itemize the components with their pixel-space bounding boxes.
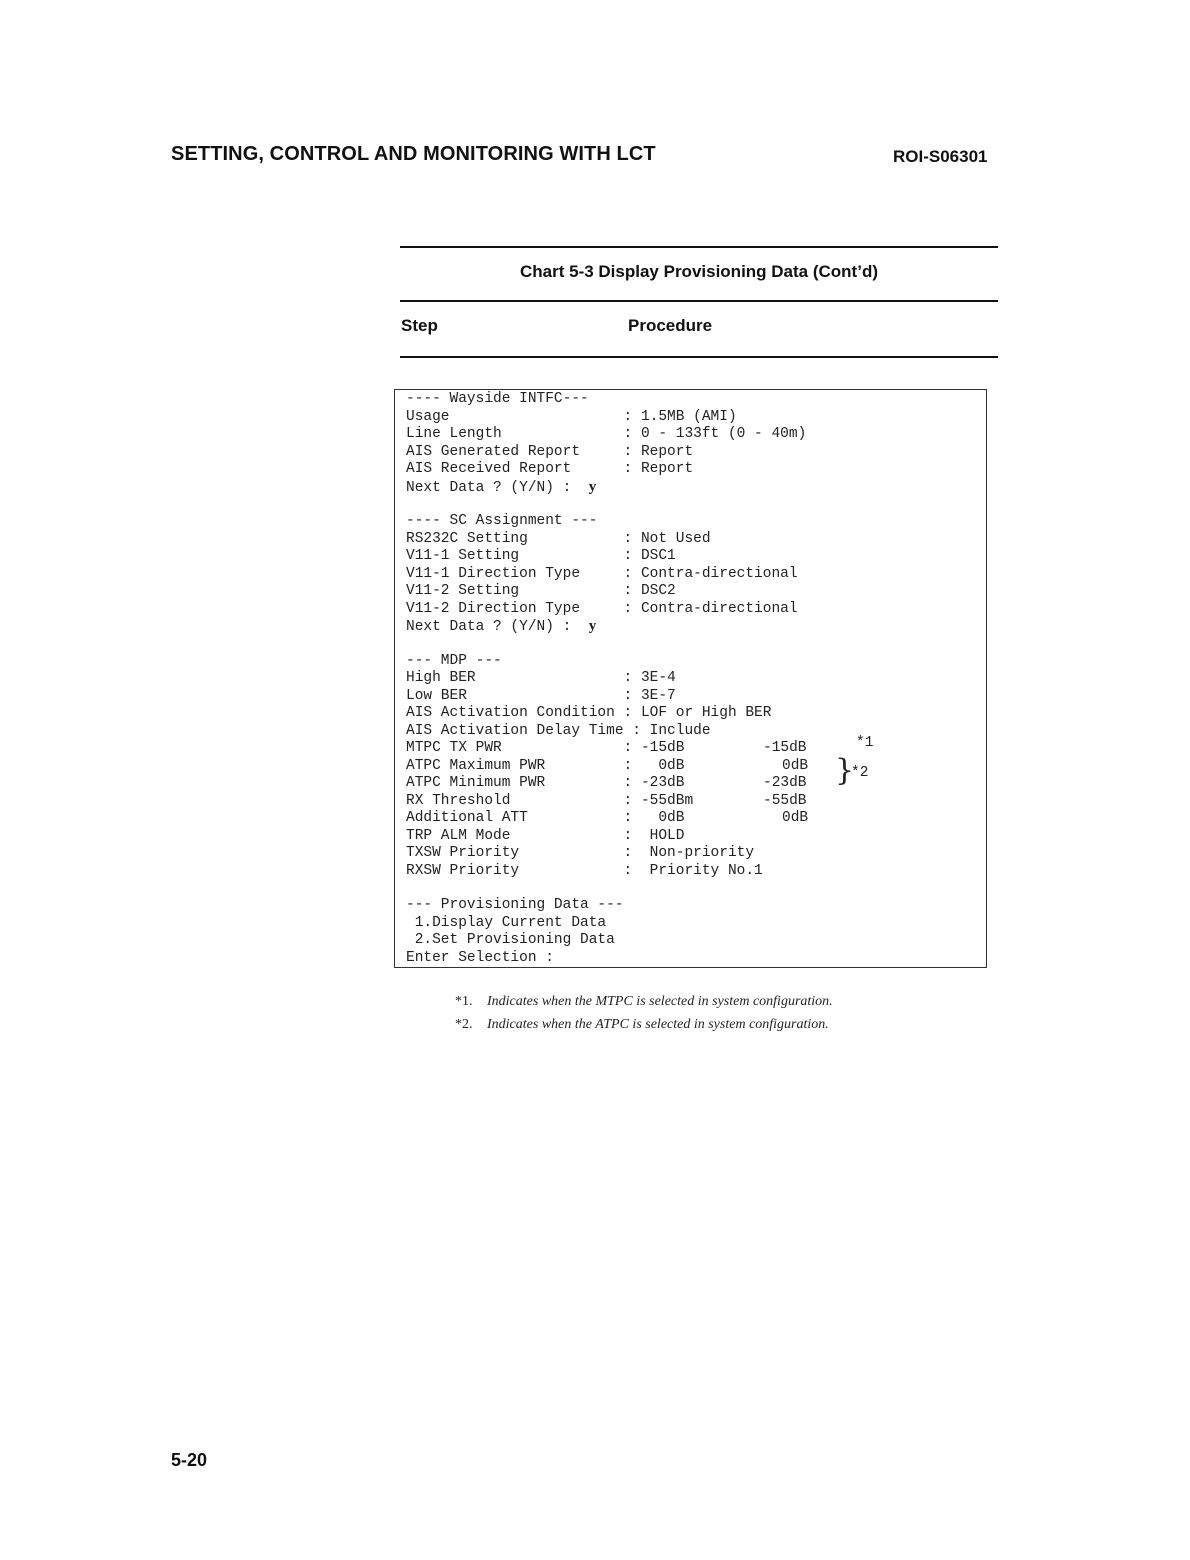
column-header-procedure: Procedure xyxy=(628,316,713,335)
footnote-mark: *1. xyxy=(455,994,473,1009)
screen-line: Low BER : 3E-7 xyxy=(406,688,676,704)
footnote-mark: *2. xyxy=(455,1017,473,1032)
screen-line: V11-1 Direction Type : Contra-directional xyxy=(406,566,798,582)
column-header-step: Step xyxy=(401,316,438,335)
page-header-title: SETTING, CONTROL AND MONITORING WITH LCT xyxy=(171,143,656,165)
section-provisioning: --- Provisioning Data --- xyxy=(406,897,624,913)
footnote-ref-1: *1 xyxy=(856,735,874,751)
next-data-prompt xyxy=(406,478,596,496)
screen-value-2: -55dB xyxy=(763,793,807,809)
prompt-answer: y xyxy=(588,479,597,495)
screen-line: TXSW Priority : Non-priority xyxy=(406,845,755,861)
screen-line: RS232C Setting : Not Used xyxy=(406,531,711,547)
menu-item-set-provisioning: 2.Set Provisioning Data xyxy=(406,932,615,948)
screen-line: Additional ATT : 0dB xyxy=(406,810,685,826)
menu-item-display-current: 1.Display Current Data xyxy=(406,915,607,931)
next-data-prompt xyxy=(406,617,596,635)
screen-line: MTPC TX PWR : -15dB xyxy=(406,740,685,756)
screen-line: ATPC Maximum PWR : 0dB xyxy=(406,758,685,774)
screen-value-2: -23dB xyxy=(763,775,807,791)
top-rule xyxy=(400,246,998,248)
page-number: 5-20 xyxy=(171,1450,208,1470)
screen-line: V11-2 Direction Type : Contra-directional xyxy=(406,601,798,617)
prompt-text: Next Data ? (Y/N) : xyxy=(406,480,589,496)
chart-title: Chart 5-3 Display Provisioning Data (Cont’d) xyxy=(520,262,878,281)
screen-line: AIS Activation Delay Time : Include xyxy=(406,723,711,739)
screen-line: AIS Activation Condition : LOF or High BER xyxy=(406,705,772,721)
prompt-answer: y xyxy=(588,618,597,634)
screen-line: RXSW Priority : Priority No.1 xyxy=(406,863,763,879)
screen-line: V11-2 Setting : DSC2 xyxy=(406,583,676,599)
terminal-screen xyxy=(394,389,987,968)
footnote-text: Indicates when the MTPC is selected in system configuration. xyxy=(487,994,833,1009)
footnote-1 xyxy=(455,994,833,1010)
enter-selection-prompt: Enter Selection : xyxy=(406,950,554,966)
section-mdp: --- MDP --- xyxy=(406,653,502,669)
screen-line: AIS Received Report : Report xyxy=(406,461,694,477)
column-rule xyxy=(400,356,998,358)
section-sc-assignment: ---- SC Assignment --- xyxy=(406,513,598,529)
screen-value-2: -15dB xyxy=(763,740,807,756)
footnote-text: Indicates when the ATPC is selected in system configuration. xyxy=(487,1017,829,1032)
prompt-text: Next Data ? (Y/N) : xyxy=(406,619,589,635)
screen-line: ATPC Minimum PWR : -23dB xyxy=(406,775,685,791)
document-id: ROI-S06301 xyxy=(893,147,988,166)
screen-line: High BER : 3E-4 xyxy=(406,670,676,686)
screen-line: AIS Generated Report : Report xyxy=(406,444,694,460)
screen-line: V11-1 Setting : DSC1 xyxy=(406,548,676,564)
section-wayside: ---- Wayside INTFC--- xyxy=(406,391,589,407)
screen-value-2: 0dB xyxy=(782,758,809,774)
brace-symbol: } xyxy=(835,753,855,788)
footnote-2 xyxy=(455,1017,829,1033)
screen-value-2: 0dB xyxy=(782,810,809,826)
screen-line: Usage : 1.5MB (AMI) xyxy=(406,409,737,425)
screen-line: Line Length : 0 - 133ft (0 - 40m) xyxy=(406,426,807,442)
screen-line: RX Threshold : -55dBm xyxy=(406,793,694,809)
header-rule xyxy=(400,300,998,302)
footnote-ref-2: *2 xyxy=(851,765,869,781)
screen-line: TRP ALM Mode : HOLD xyxy=(406,828,685,844)
